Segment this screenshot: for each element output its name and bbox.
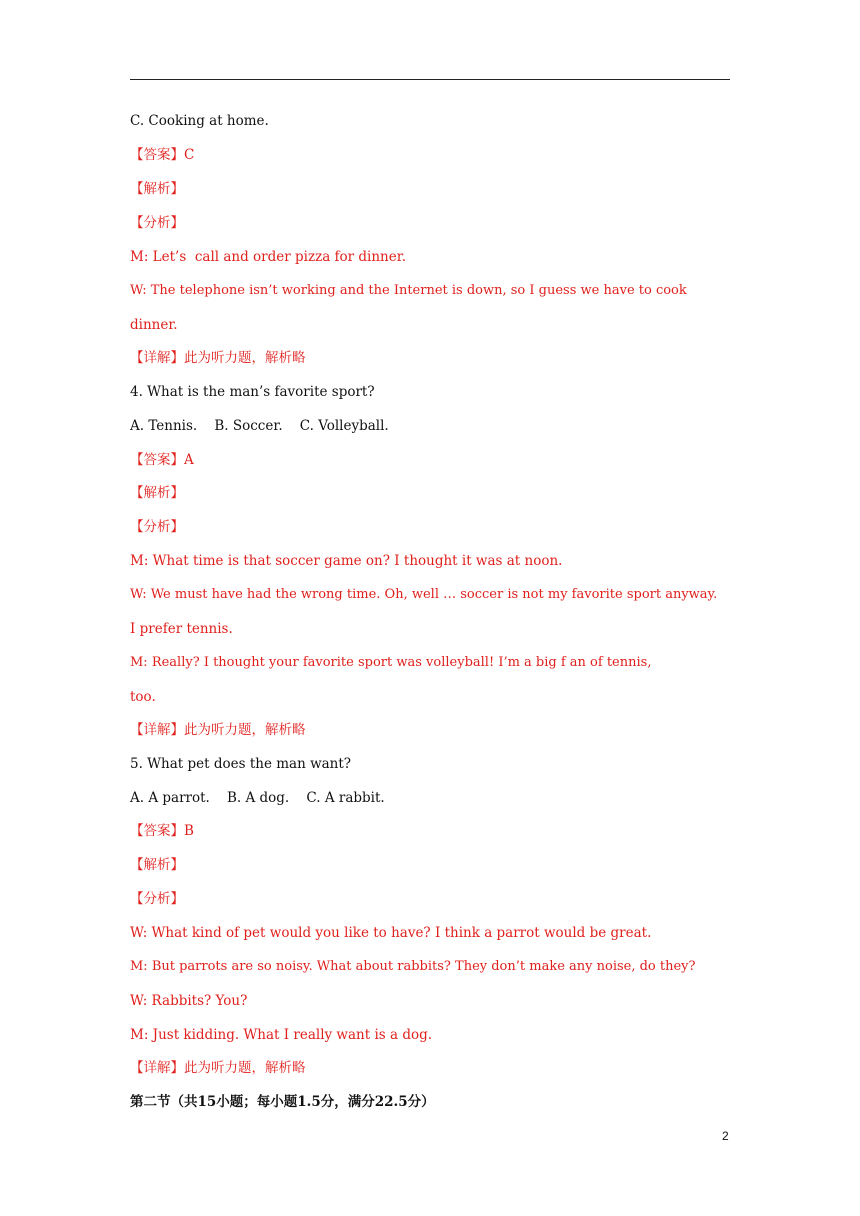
fenxi-label: 【分析】	[130, 891, 184, 907]
dialogue-line: W: We must have had the wrong time. Oh, well … soccer is not my favorite sport anyway.	[130, 587, 718, 602]
dialogue-line: I prefer tennis.	[130, 621, 233, 637]
option-line: C. Cooking at home.	[130, 113, 269, 129]
fenxi-label: 【分析】	[130, 215, 184, 231]
analysis-label: 【解析】	[130, 485, 184, 501]
dialogue-line: M: But parrots are so noisy. What about rabbits? They don’t make any noise, do they?	[130, 959, 696, 974]
detail-label: 【详解】此为听力题，解析略	[130, 350, 306, 366]
answer-label: 【答案】B	[130, 823, 194, 839]
detail-label: 【详解】此为听力题，解析略	[130, 1060, 306, 1076]
analysis-label: 【解析】	[130, 181, 184, 197]
dialogue-line: W: What kind of pet would you like to have? I think a parrot would be great.	[130, 925, 652, 941]
dialogue-line: M: Let’s call and order pizza for dinner.	[130, 249, 407, 265]
dialogue-line: W: Rabbits? You?	[130, 993, 248, 1009]
answer-label: 【答案】C	[130, 147, 195, 163]
page-number: 2	[722, 1129, 729, 1143]
question-5-options: A. A parrot. B. A dog. C. A rabbit.	[130, 790, 385, 806]
question-4-options: A. Tennis. B. Soccer. C. Volleyball.	[130, 418, 389, 434]
dialogue-line: dinner.	[130, 317, 178, 333]
dialogue-line: too.	[130, 689, 156, 705]
dialogue-line: M: What time is that soccer game on? I thought it was at noon.	[130, 553, 563, 569]
detail-label: 【详解】此为听力题，解析略	[130, 722, 306, 738]
section-heading: 第二节（共15小题；每小题1.5分，满分22.5分）	[130, 1094, 435, 1110]
dialogue-line: M: Really? I thought your favorite sport was volleyball! I’m a big f an of tennis,	[130, 655, 652, 670]
question-4: 4. What is the man’s favorite sport?	[130, 384, 375, 400]
header-rule	[130, 79, 730, 80]
question-5: 5. What pet does the man want?	[130, 756, 352, 772]
dialogue-line: M: Just kidding. What I really want is a dog.	[130, 1027, 433, 1043]
answer-label: 【答案】A	[130, 452, 194, 468]
dialogue-line: W: The telephone isn’t working and the Internet is down, so I guess we have to cook	[130, 283, 687, 298]
fenxi-label: 【分析】	[130, 519, 184, 535]
analysis-label: 【解析】	[130, 857, 184, 873]
